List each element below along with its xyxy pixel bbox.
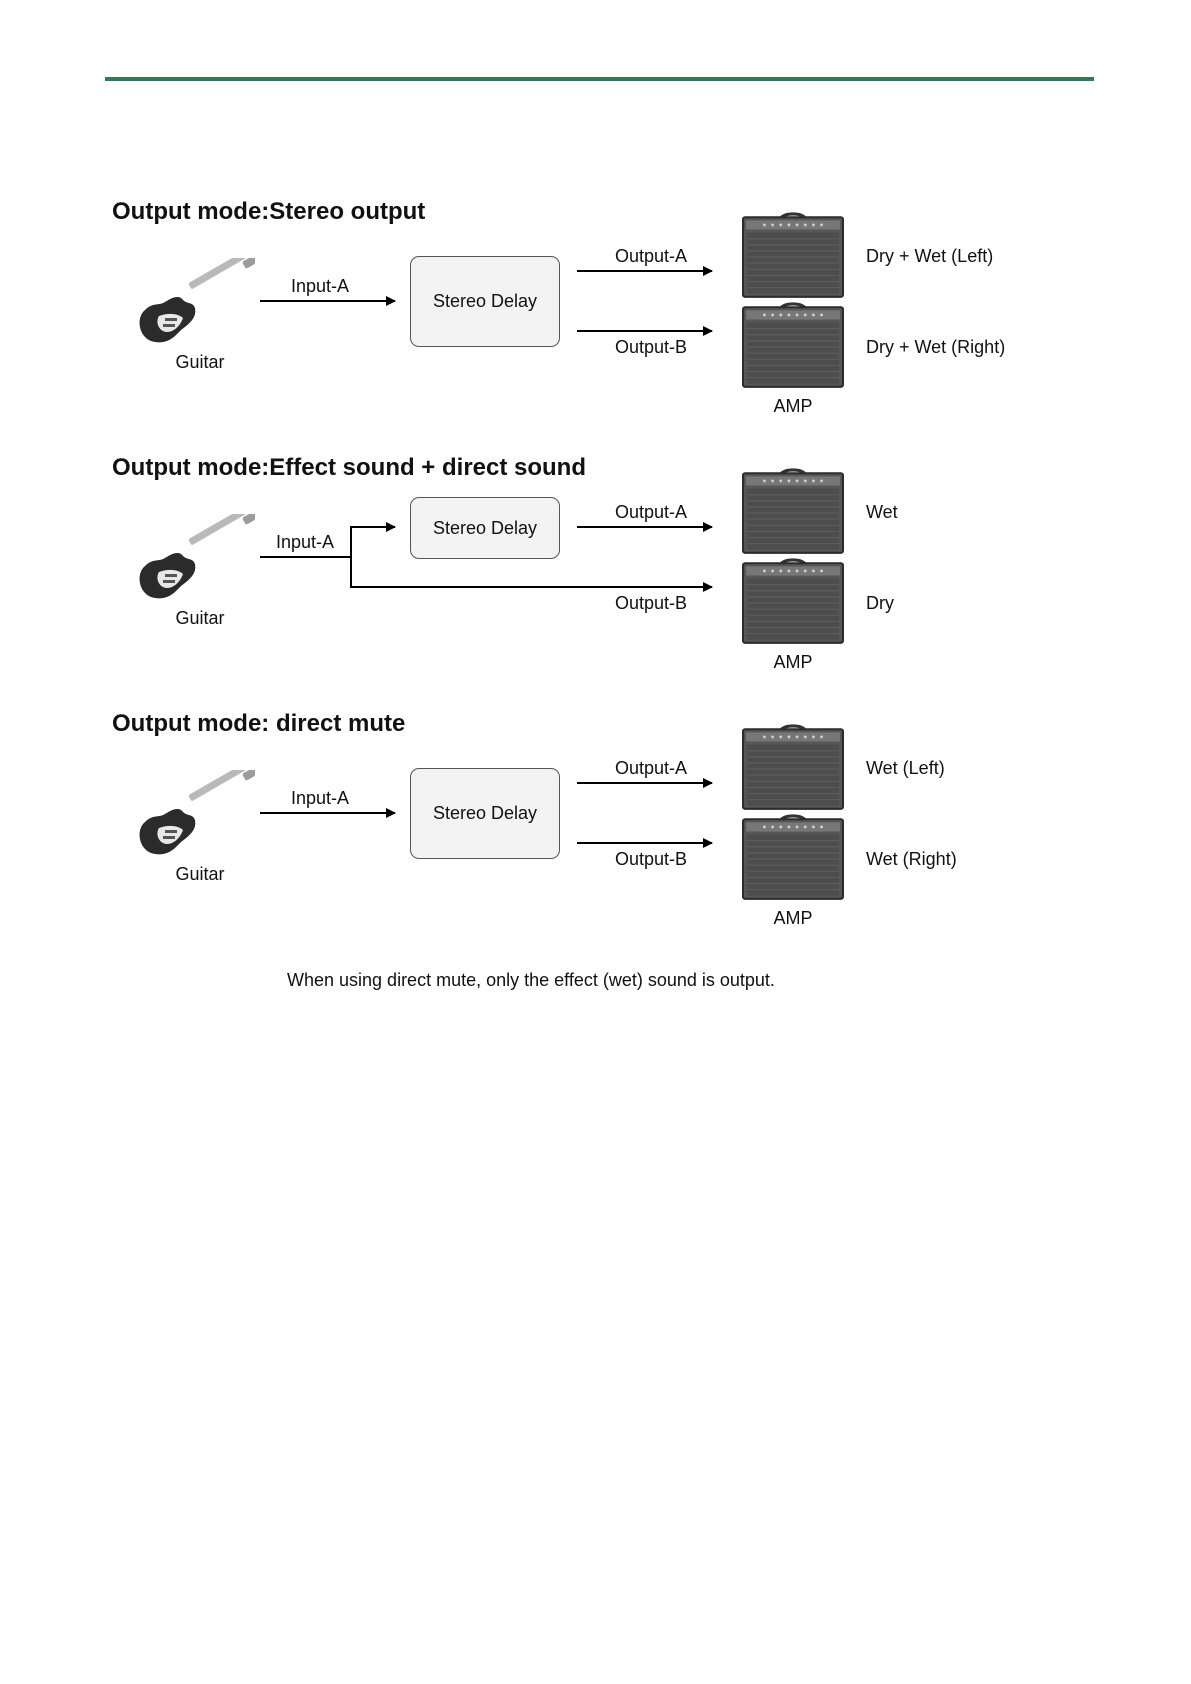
guitar-amplifier-icon: [743, 560, 843, 643]
guitar-label: Guitar: [175, 352, 225, 372]
guitar-amplifier-icon: [743, 304, 843, 387]
output-b-result: Dry + Wet (Right): [866, 337, 1006, 357]
output-b-result: Dry: [866, 593, 894, 613]
output-b-label: Output-B: [614, 849, 688, 869]
output-b-result: Wet (Right): [866, 849, 957, 869]
output-a-label: Output-A: [614, 758, 688, 778]
amp-label: AMP: [773, 396, 813, 416]
output-a-result: Wet (Left): [866, 758, 945, 778]
s2-direct-branch: [351, 557, 712, 587]
stereo-delay-box: Stereo Delay: [410, 768, 560, 859]
output-a-result: Wet: [866, 502, 898, 522]
guitar-amplifier-icon: [743, 816, 843, 899]
footnote: When using direct mute, only the effect (wet) sound is output.: [287, 970, 775, 990]
input-label: Input-A: [290, 276, 350, 296]
guitar-amplifier-icon: [743, 214, 843, 297]
guitar-amplifier-icon: [743, 470, 843, 553]
output-b-label: Output-B: [614, 593, 688, 613]
section-title: Output mode:Effect sound + direct sound: [112, 454, 586, 481]
input-label: Input-A: [275, 532, 335, 552]
stereo-delay-box: Stereo Delay: [410, 256, 560, 347]
guitar-amplifier-icon: [743, 726, 843, 809]
section-title: Output mode: direct mute: [112, 710, 406, 737]
section-title: Output mode:Stereo output: [112, 198, 426, 225]
amp-label: AMP: [773, 652, 813, 672]
amp-label: AMP: [773, 908, 813, 928]
output-a-label: Output-A: [614, 502, 688, 522]
output-a-label: Output-A: [614, 246, 688, 266]
s2-effect-branch: [351, 527, 395, 557]
output-b-label: Output-B: [614, 337, 688, 357]
stereo-delay-box: Stereo Delay: [410, 497, 560, 559]
electric-guitar-icon: [140, 505, 259, 598]
electric-guitar-icon: [140, 761, 259, 854]
electric-guitar-icon: [140, 249, 259, 342]
output-a-result: Dry + Wet (Left): [866, 246, 994, 266]
guitar-label: Guitar: [175, 864, 225, 884]
input-label: Input-A: [290, 788, 350, 808]
guitar-label: Guitar: [175, 608, 225, 628]
